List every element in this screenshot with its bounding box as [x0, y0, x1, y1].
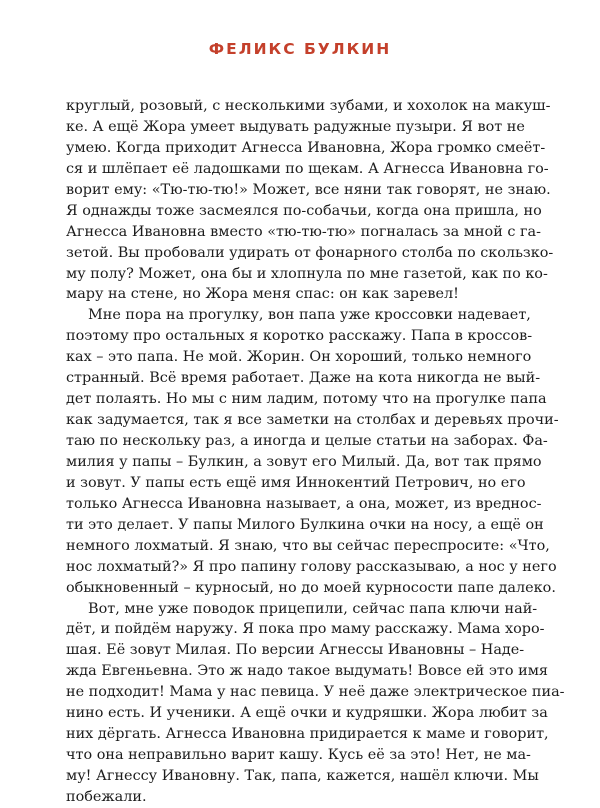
text-line: и зовут. У папы есть ещё имя Иннокентий Петрович, но его	[66, 474, 526, 491]
paragraph	[66, 305, 559, 598]
text-line: побежали.	[66, 788, 147, 805]
running-head: ФЕЛИКС БУЛКИН	[208, 40, 392, 58]
text-line: нос лохматый?» Я про папину голову рассказываю, а нос у него	[66, 558, 557, 575]
text-line: Я однажды тоже засмеялся по-собачьи, когда она пришла, но	[66, 202, 542, 219]
text-line: странный. Всё время работает. Даже на кота никогда не вый-	[66, 370, 541, 387]
text-line: Мне пора на прогулку, вон папа уже кроссовки надевает,	[88, 307, 531, 324]
body-text	[66, 96, 565, 808]
text-line: ся и шлёпает её ладошками по щекам. А Агнесса Ивановна го-	[66, 160, 549, 177]
text-line: зетой. Вы пробовали удирать от фонарного столба по скользко-	[66, 244, 554, 261]
text-line: му полу? Может, она бы и хлопнула по мне газетой, как по ко-	[66, 265, 548, 282]
text-line: му! Агнессу Ивановну. Так, папа, кажется, нашёл ключи. Мы	[66, 768, 539, 784]
text-line: Агнесса Ивановна вместо «тю-тю-тю» погналась за мной с га-	[66, 223, 541, 240]
text-line: ке. А ещё Жора умеет выдувать радужные пузыри. Я вот не	[66, 118, 525, 135]
text-line: них дёргать. Агнесса Ивановна придирается к маме и говорит,	[66, 726, 549, 743]
paragraph	[66, 599, 565, 808]
text-line: что она неправильно варит кашу. Кусь её за это! Нет, не ма-	[66, 747, 531, 764]
text-line: поэтому про остальных я коротко расскажу. Папа в кроссов-	[66, 328, 533, 345]
text-line: жда Евгеньевна. Это ж надо такое выдумать! Вовсе ей это имя	[66, 663, 548, 680]
text-line: круглый, розовый, с несколькими зубами, и хохолок на макуш-	[66, 98, 551, 114]
text-line: милия у папы – Булкин, а зовут его Милый. Да, вот так прямо	[66, 453, 542, 470]
text-line: ти это делает. У папы Милого Булкина очки на носу, а ещё он	[66, 516, 544, 533]
text-line: дёт, и пойдём наружу. Я пока про маму расскажу. Мама хоро-	[66, 621, 545, 638]
text-line: ках – это папа. Не мой. Жорин. Он хороший, только немного	[66, 349, 532, 366]
text-line: только Агнесса Ивановна называет, а она, может, из вреднос-	[66, 495, 542, 512]
text-line: умею. Когда приходит Агнесса Ивановна, Жора громко смеёт-	[66, 139, 546, 156]
text-line: мару на стене, но Жора меня спас: он как заревел!	[66, 286, 459, 303]
text-line: дет полаять. Но мы с ним ладим, потому что на прогулке папа	[66, 391, 547, 408]
text-line: обыкновенный – курносый, но до моей курносости папе далеко.	[66, 579, 556, 596]
text-line: шая. Её зовут Милая. По версии Агнессы Ивановны – Наде-	[66, 642, 525, 659]
text-line: как задумается, так я все заметки на столбах и деревьях прочи-	[66, 412, 559, 429]
text-line: таю по нескольку раз, а иногда и целые статьи на заборах. Фа-	[66, 433, 548, 449]
text-line: ворит ему: «Тю-тю-тю!» Может, все няни так говорят, не знаю.	[66, 181, 551, 198]
text-line: нино есть. И ученики. А ещё очки и кудряшки. Жора любит за	[66, 705, 548, 722]
text-line: не подходит! Мама у нас певица. У неё даже электрическое пиа-	[66, 684, 565, 701]
paragraph	[66, 96, 554, 305]
text-line: немного лохматый. Я знаю, что вы сейчас переспросите: «Что,	[66, 537, 550, 554]
text-line: Вот, мне уже поводок прицепили, сейчас папа ключи най-	[88, 600, 538, 617]
